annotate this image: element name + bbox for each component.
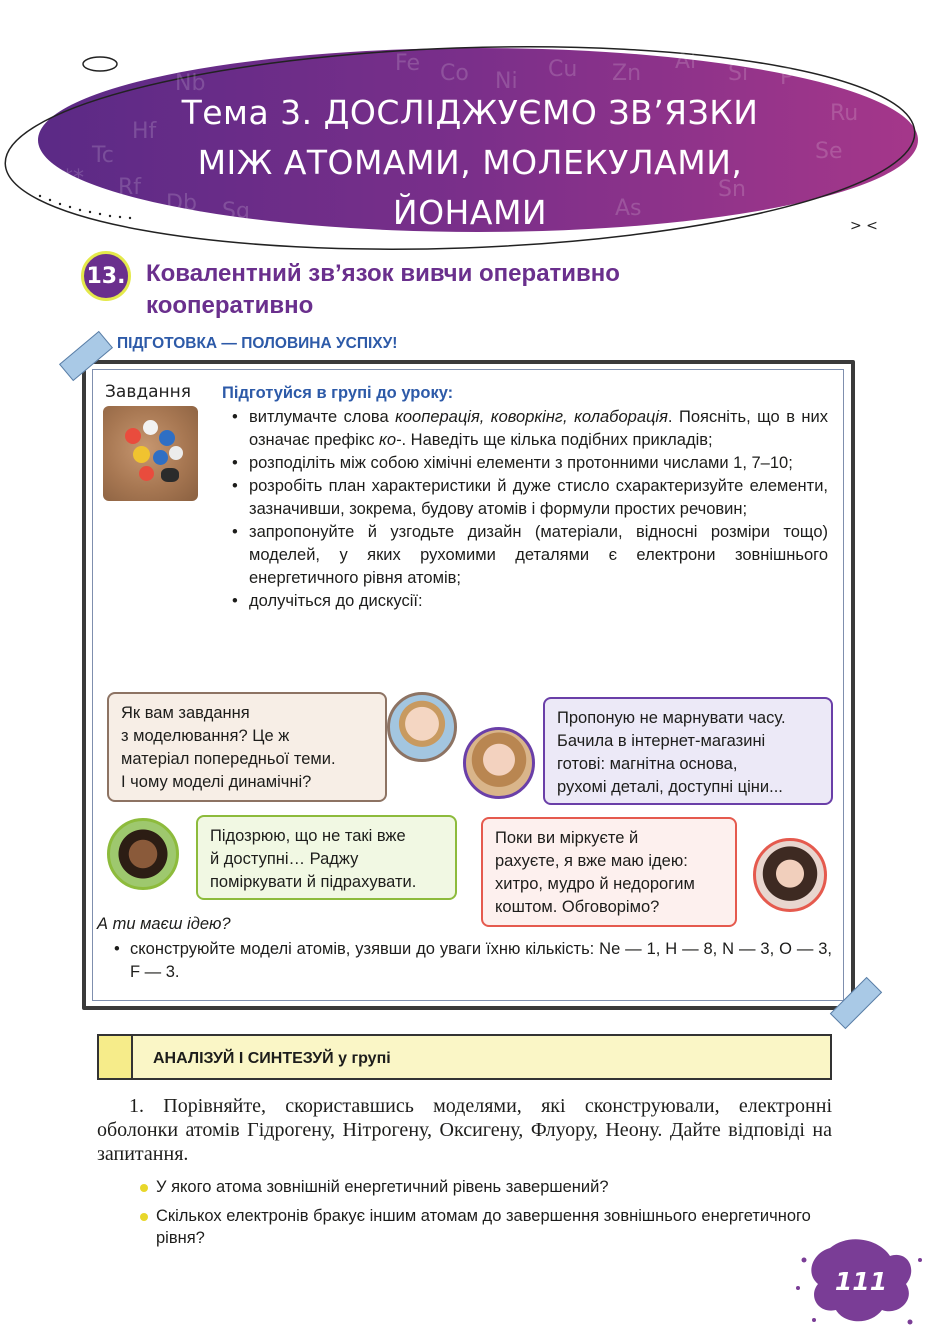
lesson-title-line: кооперативно bbox=[146, 292, 314, 319]
bullet-dot bbox=[140, 1184, 148, 1192]
bottle-caps-image bbox=[103, 406, 198, 501]
speech-bubble bbox=[107, 692, 387, 802]
element-symbol: ** bbox=[62, 166, 84, 191]
topic-title-line: Тема 3. ДОСЛІДЖУЄМО ЗВ’ЯЗКИ bbox=[181, 93, 759, 132]
bullet-dot bbox=[140, 1213, 148, 1221]
bubble-line: І чому моделі динамічні? bbox=[121, 773, 312, 791]
lesson-number-badge: 13. bbox=[81, 251, 131, 301]
task-item-text: . Поясніть, що в них означає префікс bbox=[249, 408, 828, 449]
element-symbol: As bbox=[615, 196, 642, 221]
bubble-line: Бачила в інтернет-магазині bbox=[557, 732, 766, 750]
sub-question-text: У якого атома зовнішній енергетичний рівень завершений? bbox=[156, 1178, 609, 1196]
task-label: Завдання bbox=[105, 382, 191, 402]
page-number: 111 bbox=[834, 1266, 888, 1296]
topic-title bbox=[140, 88, 800, 238]
task-item-italic: ко- bbox=[379, 431, 402, 449]
element-symbol: Db bbox=[166, 191, 197, 216]
speech-bubble bbox=[481, 817, 737, 927]
element-symbol: Nb bbox=[175, 71, 206, 96]
analyze-section-heading: АНАЛІЗУЙ І СИНТЕЗУЙ у групі bbox=[153, 1050, 391, 1067]
bubble-line: Пропоную не марнувати часу. bbox=[557, 709, 786, 727]
task-item: • розробіть план характеристики й дуже стисло схарактеризуйте елементи, зазначивши, зокрема, будову атомів і формули простих речовин; bbox=[230, 475, 828, 521]
avatar-girl bbox=[463, 727, 535, 799]
bubble-line: матеріал попередньої теми. bbox=[121, 750, 336, 768]
bubble-line: поміркувати й підрахувати. bbox=[210, 873, 417, 891]
element-symbol: Se bbox=[815, 139, 843, 164]
task-item bbox=[230, 406, 828, 452]
idea-question: А ти маєш ідею? bbox=[97, 915, 231, 933]
analyze-section-tab bbox=[97, 1034, 133, 1080]
element-symbol: Hf bbox=[132, 119, 157, 144]
element-symbol: Fe bbox=[395, 51, 420, 76]
bubble-line: коштом. Обговорімо? bbox=[495, 898, 660, 916]
task-item: • запропонуйте й узгодьте дизайн (матеріали, відносні розміри тощо) моделей, у яких рухомими деталями є електрони зовнішнього енергетичного рівня атомів; bbox=[230, 521, 828, 590]
avatar-girl bbox=[753, 838, 827, 912]
task-item: • долучіться до дискусії: bbox=[230, 590, 828, 613]
lesson-title bbox=[146, 258, 746, 322]
bubble-line: хитро, мудро й недорогим bbox=[495, 875, 695, 893]
element-symbol: Ni bbox=[495, 69, 518, 94]
bubble-line: з моделювання? Це ж bbox=[121, 727, 290, 745]
svg-text:> <: > < bbox=[850, 218, 878, 234]
bubble-line: Як вам завдання bbox=[121, 704, 250, 722]
element-symbol: Rf bbox=[118, 175, 142, 200]
bubble-line: рухомі деталі, доступні ціни... bbox=[557, 778, 783, 796]
sub-question bbox=[140, 1205, 832, 1249]
task-item: • розподіліть між собою хімічні елементи з протонними числами 1, 7–10; bbox=[230, 452, 828, 475]
bubble-line: рахуєте, я вже маю ідею: bbox=[495, 852, 688, 870]
avatar-boy bbox=[107, 818, 179, 890]
section-prep-heading: ПІДГОТОВКА — ПОЛОВИНА УСПІХУ! bbox=[117, 335, 398, 352]
speech-bubble bbox=[543, 697, 833, 805]
bubble-line: й доступні… Раджу bbox=[210, 850, 359, 868]
topic-title-line: МІЖ АТОМАМИ, МОЛЕКУЛАМИ, bbox=[197, 143, 743, 182]
speech-bubble bbox=[196, 815, 457, 900]
idea-item: • сконструюйте моделі атомів, узявши до уваги їхню кількість: Ne — 1, H — 8, N — 3, O — 3, F — 3. bbox=[112, 938, 832, 984]
task-item-text: . Наведіть ще кілька подібних прикладів; bbox=[401, 431, 713, 449]
element-symbol: Zn bbox=[612, 61, 642, 86]
element-symbol: Ru bbox=[830, 101, 859, 126]
element-symbol: P bbox=[780, 65, 794, 90]
element-symbol: Tc bbox=[92, 143, 114, 168]
task-list bbox=[230, 406, 828, 613]
element-symbol: Co bbox=[440, 61, 469, 86]
task-heading: Підготуйся в групі до уроку: bbox=[222, 384, 454, 402]
bubble-line: Поки ви міркуєте й bbox=[495, 829, 639, 847]
bubble-line: готові: магнітна основа, bbox=[557, 755, 738, 773]
element-symbol: Si bbox=[728, 61, 749, 86]
element-symbol: Al bbox=[675, 49, 697, 74]
element-symbol: Sn bbox=[718, 177, 746, 202]
sub-question-text: Скількох електронів бракує іншим атомам до завершення зовнішнього енергетичного рівня? bbox=[156, 1207, 811, 1247]
avatar-boy bbox=[387, 692, 457, 762]
small-ellipse-decor bbox=[83, 57, 117, 71]
lesson-title-line: Ковалентний зв’язок вивчи оперативно bbox=[146, 260, 620, 287]
task-item-italic: кооперація, коворкінг, колаборація bbox=[395, 408, 668, 426]
task-item-text: витлумачте слова bbox=[249, 408, 396, 426]
topic-title-line: ЙОНАМИ bbox=[392, 193, 548, 232]
element-symbol: Cu bbox=[548, 57, 578, 82]
element-symbol: Sg bbox=[222, 199, 250, 224]
bubble-line: Підозрюю, що не такі вже bbox=[210, 827, 406, 845]
sub-question bbox=[140, 1176, 832, 1198]
question-paragraph: 1. Порівняйте, скориставшись моделями, які сконструювали, електронні оболонки атомів Гідрогену, Нітрогену, Оксигену, Флуору, Неону. Дайте відповіді на запитання. bbox=[97, 1095, 832, 1165]
